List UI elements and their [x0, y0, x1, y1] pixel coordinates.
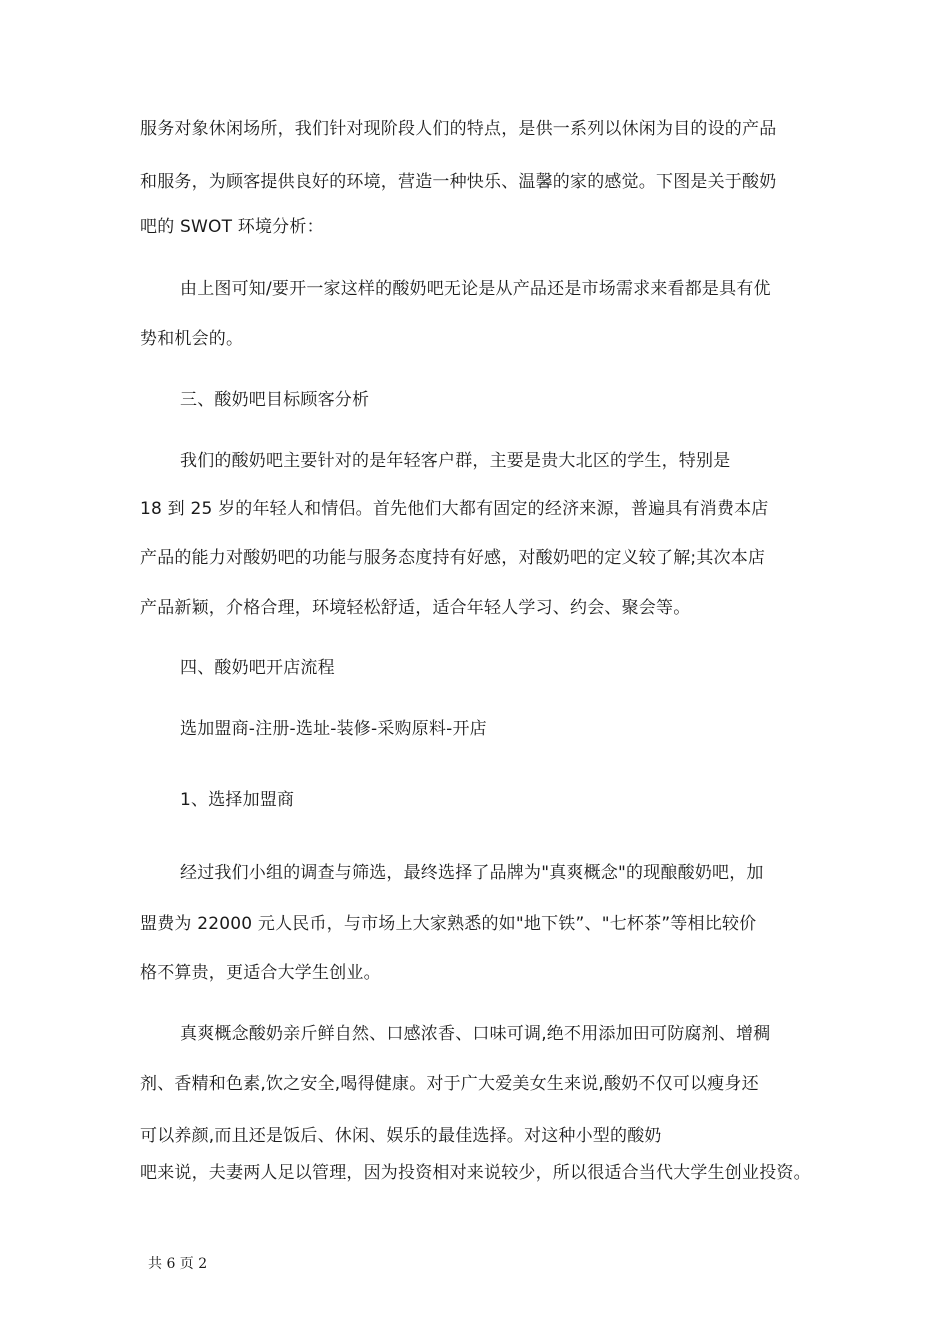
paragraph-line: 由上图可知/要开一家这样的酸奶吧无论是从产品还是市场需求来看都是具有优: [180, 279, 771, 299]
section-heading: 三、酸奶吧目标顾客分析: [180, 390, 370, 410]
paragraph-line: 产品的能力对酸奶吧的功能与服务态度持有好感，对酸奶吧的定义较了解;其次本店: [140, 548, 766, 568]
paragraph-line: 我们的酸奶吧主要针对的是年轻客户群，主要是贵大北区的学生，特别是: [180, 451, 731, 471]
paragraph-line: 剂、香精和色素,饮之安全,喝得健康。对于广大爱美女生来说,酸奶不仅可以瘦身还: [140, 1074, 759, 1094]
paragraph-line: 服务对象休闲场所，我们针对现阶段人们的特点，是供一系列以休闲为目的设的产品: [140, 119, 777, 139]
section-heading: 四、酸奶吧开店流程: [180, 658, 335, 678]
paragraph-line: 格不算贵，更适合大学生创业。: [140, 963, 381, 983]
paragraph-line: 经过我们小组的调查与筛选，最终选择了品牌为"真爽概念"的现酿酸奶吧，加: [180, 863, 764, 883]
page-number: 共 6 页 2: [148, 1256, 208, 1272]
subsection-heading: 1、选择加盟商: [180, 790, 295, 810]
process-flow: 选加盟商-注册-选址-装修-采购原料-开店: [180, 719, 487, 739]
paragraph-line: 18 到 25 岁的年轻人和情侣。首先他们大都有固定的经济来源，普遍具有消费本店: [140, 499, 769, 519]
paragraph-line: 产品新颖，介格合理，环境轻松舒适，适合年轻人学习、约会、聚会等。: [140, 598, 691, 618]
paragraph-line: 势和机会的。: [140, 329, 244, 349]
paragraph-line: 吧来说，夫妻两人足以管理，因为投资相对来说较少，所以很适合当代大学生创业投资。: [140, 1163, 811, 1183]
paragraph-line: 盟费为 22000 元人民币，与市场上大家熟悉的如"地下铁”、"七杯茶”等相比较价: [140, 914, 757, 934]
paragraph-line: 和服务，为顾客提供良好的环境，营造一种快乐、温馨的家的感觉。下图是关于酸奶: [140, 172, 777, 192]
paragraph-line: 吧的 SWOT 环境分析：: [140, 217, 324, 237]
paragraph-line: 可以养颜,而且还是饭后、休闲、娱乐的最佳选择。对这种小型的酸奶: [140, 1126, 662, 1146]
paragraph-line: 真爽概念酸奶亲斤鲜自然、口感浓香、口味可调,绝不用添加田可防腐剂、增稠: [180, 1024, 771, 1044]
